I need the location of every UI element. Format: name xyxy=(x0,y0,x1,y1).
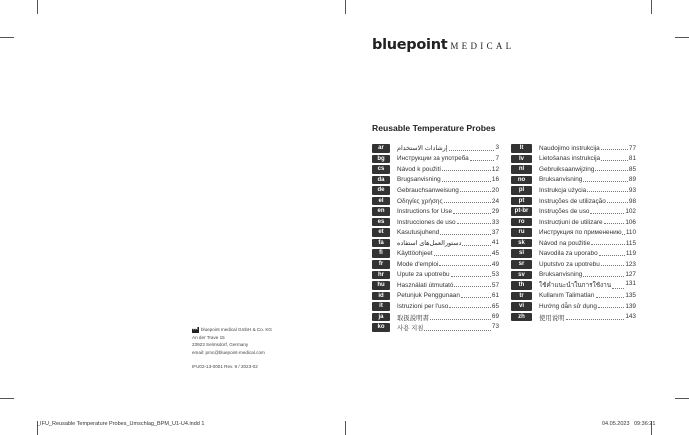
toc-row xyxy=(511,175,636,186)
manufacturer-email: email: pmc@bluepoint-medical.com xyxy=(192,349,265,355)
crop-mark xyxy=(345,421,346,435)
language-title: Hướng dẫn sử dụng xyxy=(539,302,597,310)
page-number: 139 xyxy=(625,302,636,310)
language-code-badge: nl xyxy=(511,165,532,174)
manufacturer-name: bluepoint medical GmbH & Co. KG xyxy=(201,327,272,332)
toc-entry xyxy=(539,313,636,322)
language-title: Upute za upotrebu xyxy=(397,271,450,279)
toc-row xyxy=(511,259,636,270)
dot-leader xyxy=(601,155,628,161)
toc-entry xyxy=(539,240,636,247)
page-number: 24 xyxy=(491,197,499,205)
language-code-badge: en xyxy=(372,207,390,216)
toc-entry xyxy=(539,303,636,310)
page-number: 20 xyxy=(491,186,499,194)
page-number: 73 xyxy=(491,323,499,331)
language-title: Návod k použití xyxy=(397,165,442,173)
language-title: دستورالعمل‌های استفاده xyxy=(397,240,462,248)
dot-leader xyxy=(444,198,491,204)
toc-entry xyxy=(397,239,499,247)
language-title: Petunjuk Penggunaan xyxy=(397,292,460,300)
toc-row xyxy=(372,270,499,281)
document-title: Reusable Temperature Probes xyxy=(372,123,496,133)
dot-leader xyxy=(460,187,491,193)
toc-row xyxy=(511,291,636,302)
language-title: Instruções de utilização xyxy=(539,197,606,205)
toc-entry xyxy=(397,187,499,194)
toc-entry xyxy=(539,219,636,226)
language-code-badge: ko xyxy=(372,323,390,332)
toc-entry xyxy=(397,229,499,236)
toc-row xyxy=(511,164,636,175)
language-title: Navodila za uporabo xyxy=(539,250,598,258)
document-number: IFU02-13-0001 Rev. 9 / 2023-02 xyxy=(192,364,258,370)
page-number: 102 xyxy=(625,208,636,216)
language-code-badge: sv xyxy=(511,271,532,280)
language-code-badge: et xyxy=(372,228,390,237)
language-title: Инструкции за употреба xyxy=(397,155,469,163)
page-number: 119 xyxy=(625,250,636,258)
dot-leader xyxy=(622,229,624,235)
language-title: Instructions for Use xyxy=(397,208,453,216)
dot-leader xyxy=(453,208,491,214)
dot-leader xyxy=(451,271,491,277)
language-title: 使用说明 xyxy=(539,314,565,322)
language-title: 取扱説明書 xyxy=(397,314,429,322)
toc-row xyxy=(372,259,499,270)
dot-leader xyxy=(442,176,491,182)
toc-entry xyxy=(397,271,499,278)
dot-leader xyxy=(457,219,491,225)
page-number: 98 xyxy=(628,197,636,205)
toc-row xyxy=(372,301,499,312)
language-code-badge: pl xyxy=(511,186,532,195)
dot-leader xyxy=(461,292,491,298)
language-code-badge: vi xyxy=(511,302,532,311)
crop-mark xyxy=(651,0,652,14)
manufacturer-icon xyxy=(192,327,199,333)
toc-row xyxy=(372,227,499,238)
toc-row xyxy=(372,206,499,217)
page-number: 93 xyxy=(628,186,636,194)
dot-leader xyxy=(601,145,628,151)
toc-row xyxy=(372,280,499,291)
dot-leader xyxy=(591,240,625,246)
dot-leader xyxy=(595,166,627,172)
language-title: Instruções de uso xyxy=(539,208,590,216)
language-title: ใช้คำแนะนำในการใช้งาน xyxy=(539,282,612,290)
dot-leader xyxy=(442,166,491,172)
toc-entry xyxy=(397,261,499,268)
page-number: 143 xyxy=(625,312,636,320)
page-number: 106 xyxy=(625,218,636,226)
toc-entry xyxy=(539,229,636,236)
toc-entry xyxy=(397,198,499,205)
toc-entry xyxy=(397,282,499,289)
page-number: 45 xyxy=(491,250,499,258)
dot-leader xyxy=(439,261,491,267)
toc-entry xyxy=(539,145,636,152)
dot-leader xyxy=(601,261,625,267)
toc-row xyxy=(511,185,636,196)
page-number: 16 xyxy=(491,176,499,184)
language-title: Návod na použitie xyxy=(539,239,591,247)
toc-row xyxy=(372,154,499,165)
language-title: Käyttöohjeet xyxy=(397,250,433,258)
toc-row xyxy=(372,164,499,175)
dot-leader xyxy=(430,313,491,321)
language-title: Mode d'emploi xyxy=(397,260,439,268)
dot-leader xyxy=(462,239,491,246)
language-title: Kullanım Talimatları xyxy=(539,292,595,300)
language-code-badge: ar xyxy=(372,144,390,153)
language-title: Bruksanvisning xyxy=(539,176,583,184)
language-title: Kasutusjuhend xyxy=(397,229,440,237)
language-title: Instrucciones de uso xyxy=(397,218,456,226)
toc-row xyxy=(511,238,636,249)
toc-entry xyxy=(539,187,636,194)
page-number: 127 xyxy=(625,271,636,279)
page-number: 65 xyxy=(491,302,499,310)
toc-entry xyxy=(397,208,499,215)
dot-leader xyxy=(587,187,628,193)
toc-row xyxy=(511,301,636,312)
language-code-badge: zh xyxy=(511,313,532,322)
page-number: 131 xyxy=(625,280,636,288)
crop-mark xyxy=(37,0,38,14)
page-number: 69 xyxy=(491,312,499,320)
toc-entry xyxy=(539,292,636,299)
toc-entry xyxy=(397,323,499,332)
toc-entry xyxy=(539,280,636,290)
brand-suffix: MEDICAL xyxy=(450,41,515,51)
toc-row xyxy=(511,227,636,238)
language-code-badge: da xyxy=(372,176,390,185)
language-code-badge: bg xyxy=(372,155,390,164)
toc-entry xyxy=(539,166,636,173)
language-title: إرشادات الاستخدام xyxy=(397,145,448,153)
toc-row xyxy=(372,291,499,302)
dot-leader xyxy=(566,313,625,321)
language-code-badge: fr xyxy=(372,260,390,269)
page-number: 33 xyxy=(491,218,499,226)
language-code-badge: cs xyxy=(372,165,390,174)
toc-row xyxy=(372,185,499,196)
language-title: Lietošanas instrukcija xyxy=(539,155,601,163)
language-code-badge: tr xyxy=(511,292,532,301)
toc-row xyxy=(511,312,636,323)
language-list-right xyxy=(511,143,636,322)
brand-name: bluepoint xyxy=(372,37,448,53)
page-number: 53 xyxy=(491,271,499,279)
toc-entry xyxy=(397,292,499,299)
manufacturer-block xyxy=(192,326,272,371)
page-number: 85 xyxy=(628,165,636,173)
dot-leader xyxy=(607,198,628,204)
language-code-badge: de xyxy=(372,186,390,195)
toc-row xyxy=(511,217,636,228)
language-title: Bruksanvisning xyxy=(539,271,583,279)
page-number: 110 xyxy=(625,229,636,237)
language-title: Οδηγίες χρήσης xyxy=(397,197,443,205)
footer-date: 04.05.2023 xyxy=(602,421,630,427)
brand-logo xyxy=(372,36,514,54)
language-title: Gebruiksaanwijzing xyxy=(539,165,595,173)
manufacturer-city: 23923 Selmsdorf, Germany xyxy=(192,342,249,348)
toc-row xyxy=(372,248,499,259)
language-code-badge: fa xyxy=(372,239,390,248)
toc-entry xyxy=(397,144,499,152)
language-list-left xyxy=(372,143,499,333)
language-code-badge: es xyxy=(372,218,390,227)
page-number: 57 xyxy=(491,281,499,289)
language-title: 사용 지침 xyxy=(397,325,424,333)
language-title: Istruzioni per l'uso xyxy=(397,302,449,310)
language-code-badge: el xyxy=(372,197,390,206)
toc-entry xyxy=(539,250,636,257)
toc-row xyxy=(372,312,499,323)
dot-leader xyxy=(454,282,490,288)
toc-row xyxy=(372,196,499,207)
language-code-badge: sl xyxy=(511,249,532,258)
language-title: Instrucțiuni de utilizare xyxy=(539,218,603,226)
footer-filename: _IFU_Reusable Temperature Probes_Umschlag_BPM_U1-U4.indd 1 xyxy=(37,421,205,427)
toc-row xyxy=(372,175,499,186)
language-title: Használati útmutató xyxy=(397,281,454,289)
toc-row xyxy=(372,217,499,228)
toc-entry xyxy=(397,166,499,173)
page-number: 115 xyxy=(625,239,636,247)
toc-row xyxy=(511,143,636,154)
page-number: 7 xyxy=(495,155,499,163)
toc-entry xyxy=(397,313,499,322)
language-title: Инструкция по применению xyxy=(539,229,622,237)
dot-leader xyxy=(590,208,624,214)
toc-row xyxy=(511,196,636,207)
page-number: 29 xyxy=(491,208,499,216)
language-title: Gebrauchsanweisung xyxy=(397,186,459,194)
dot-leader xyxy=(440,229,491,235)
language-title: Brugsanvisning xyxy=(397,176,441,184)
language-code-badge: sr xyxy=(511,260,532,269)
language-code-badge: sk xyxy=(511,239,532,248)
footer-time: 09:36:21 xyxy=(634,421,656,427)
toc-row xyxy=(372,143,499,154)
toc-entry xyxy=(539,176,636,183)
page-number: 49 xyxy=(491,260,499,268)
dot-leader xyxy=(449,303,491,309)
manufacturer-street: An der Trave 15 xyxy=(192,334,225,340)
language-code-badge: pt xyxy=(511,197,532,206)
page-number: 123 xyxy=(625,260,636,268)
language-code-badge: hu xyxy=(372,281,390,290)
dot-leader xyxy=(583,176,628,182)
toc-entry xyxy=(397,176,499,183)
page-number: 89 xyxy=(628,176,636,184)
language-code-badge: ja xyxy=(372,313,390,322)
language-title: Instrukcja użycia xyxy=(539,186,587,194)
language-code-badge: fi xyxy=(372,249,390,258)
language-code-badge: id xyxy=(372,292,390,301)
toc-row xyxy=(511,206,636,217)
toc-entry xyxy=(397,219,499,226)
crop-mark xyxy=(675,398,689,399)
dot-leader xyxy=(599,250,625,256)
page-number: 12 xyxy=(491,165,499,173)
page-number: 77 xyxy=(628,144,636,152)
dot-leader xyxy=(583,271,624,277)
language-code-badge: pt-br xyxy=(511,207,532,216)
crop-mark xyxy=(0,398,14,399)
toc-row xyxy=(511,154,636,165)
language-code-badge: ru xyxy=(511,228,532,237)
page-number: 41 xyxy=(491,239,499,247)
toc-entry xyxy=(397,250,499,257)
dot-leader xyxy=(596,292,625,298)
language-code-badge: lv xyxy=(511,155,532,164)
language-code-badge: hr xyxy=(372,271,390,280)
crop-mark xyxy=(345,0,346,14)
toc-row xyxy=(372,238,499,249)
page-number: 37 xyxy=(491,229,499,237)
dot-leader xyxy=(470,155,495,161)
dot-leader xyxy=(598,303,624,309)
page-number: 81 xyxy=(628,155,636,163)
toc-row xyxy=(511,270,636,281)
toc-row xyxy=(511,248,636,259)
toc-row xyxy=(372,322,499,333)
toc-entry xyxy=(397,303,499,310)
dot-leader xyxy=(612,280,624,289)
toc-entry xyxy=(397,155,499,162)
dot-leader xyxy=(434,250,491,256)
language-code-badge: th xyxy=(511,281,532,290)
dot-leader xyxy=(449,144,495,151)
toc-row xyxy=(511,280,636,291)
language-title: Uputstvo za upotrebu xyxy=(539,260,600,268)
page-number: 3 xyxy=(495,144,499,152)
language-title: Naudojimo instrukcija xyxy=(539,144,600,152)
toc-entry xyxy=(539,261,636,268)
toc-entry xyxy=(539,155,636,162)
page-number: 61 xyxy=(491,292,499,300)
language-code-badge: lt xyxy=(511,144,532,153)
language-code-badge: no xyxy=(511,176,532,185)
dot-leader xyxy=(424,323,490,331)
language-code-badge: it xyxy=(372,302,390,311)
crop-mark xyxy=(675,37,689,38)
page-number: 135 xyxy=(625,292,636,300)
crop-mark xyxy=(0,37,14,38)
dot-leader xyxy=(604,219,625,225)
toc-entry xyxy=(539,208,636,215)
language-code-badge: ro xyxy=(511,218,532,227)
toc-entry xyxy=(539,271,636,278)
toc-entry xyxy=(539,198,636,205)
